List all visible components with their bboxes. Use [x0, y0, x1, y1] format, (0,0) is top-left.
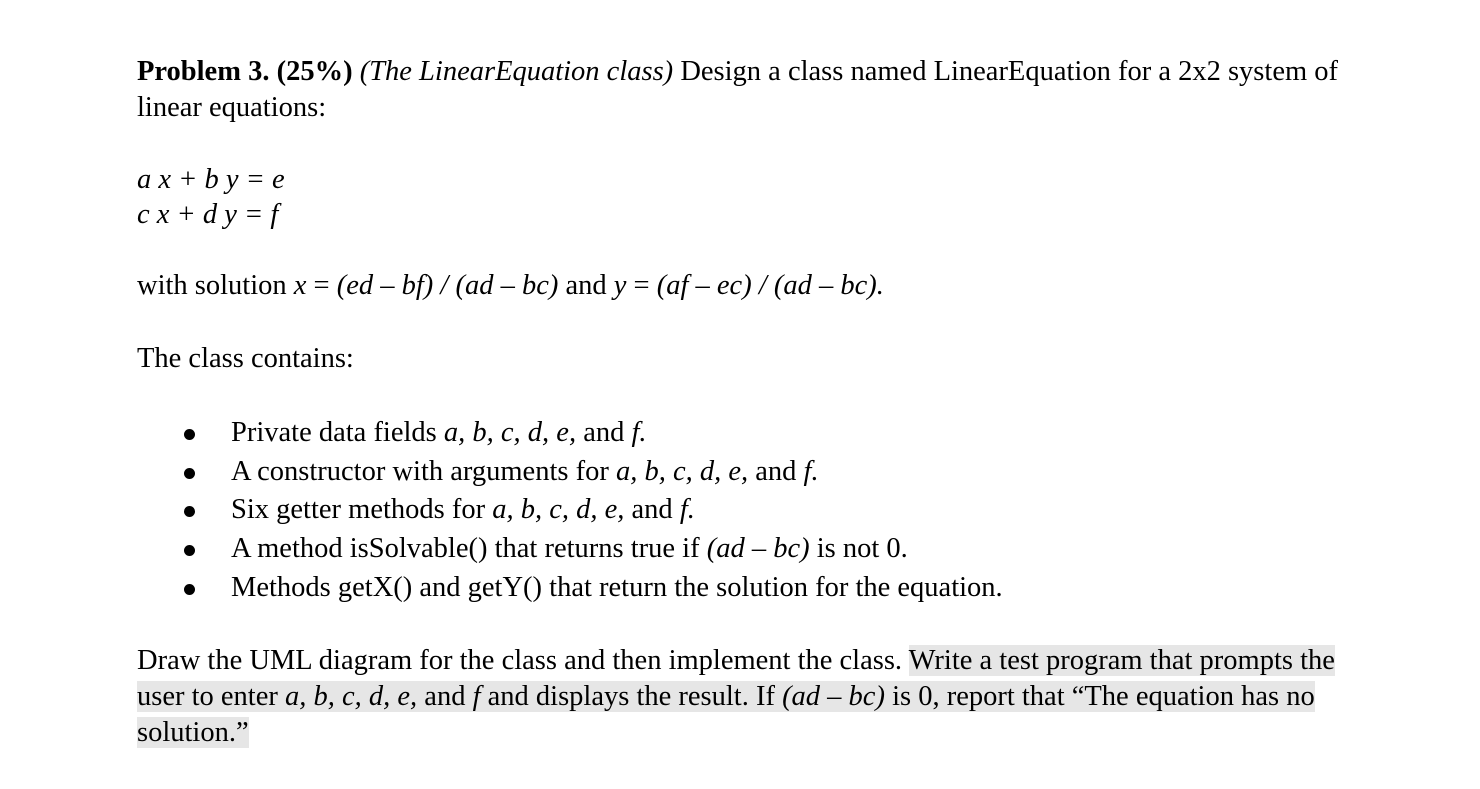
- bullet-dot-icon: [184, 468, 195, 479]
- solution-equals-2: =: [626, 270, 657, 301]
- equation-line-2: c x + d y = f: [137, 199, 279, 230]
- bullet-dot-icon: [184, 506, 195, 517]
- solution-prefix: with solution: [137, 270, 294, 301]
- bullet-vars: a, b, c, d, e,: [615, 455, 749, 487]
- bullet-vars: a, b, c, d, e,: [443, 417, 577, 448]
- bullet-dot-icon: [184, 429, 195, 440]
- bullet-dot-icon: [184, 584, 195, 595]
- bullet-last-var: f.: [803, 455, 819, 487]
- bullet-text: Private data fields: [231, 417, 444, 448]
- solution-line: [137, 268, 1367, 304]
- highlight-expr: (ad – bc): [782, 680, 885, 712]
- final-text: Draw the UML diagram for the class and then implement the class.: [137, 644, 909, 676]
- highlight-part-3: and displays the result. If: [480, 680, 783, 712]
- solution-y-expr: (af – ec) / (ad – bc).: [656, 270, 884, 301]
- highlight-var-f: f: [472, 680, 481, 712]
- bullet-text: Methods getX() and getY() that return the solution for the equation.: [231, 571, 1003, 603]
- solution-x-var: x: [293, 270, 307, 301]
- bullet-text: Six getter methods for: [231, 494, 493, 526]
- contains-heading: The class contains:: [137, 343, 354, 374]
- bullet-vars: a, b, c, d, e,: [492, 494, 625, 526]
- solution-equals-1: =: [306, 270, 337, 301]
- bullet-text-post: is not 0.: [809, 533, 908, 565]
- equation-line-1: a x + b y = e: [137, 164, 285, 195]
- highlight-part-4: is 0, report that “The equation has no solution.”: [137, 680, 1315, 748]
- bullet-dot-icon: [184, 545, 195, 556]
- equation-system: [137, 162, 1367, 232]
- bullet-text-post: and: [748, 455, 804, 487]
- bullet-text-post: and: [624, 494, 680, 526]
- bullet-item: [137, 530, 1367, 569]
- bullet-item: [137, 491, 1367, 530]
- bullet-item: [137, 414, 1367, 453]
- solution-y-var: y: [613, 270, 627, 301]
- solution-and: and: [558, 270, 614, 301]
- highlight-part-2: and: [417, 680, 473, 712]
- bullet-item: [137, 453, 1367, 492]
- document-page: [137, 54, 1367, 751]
- bullet-text: A method isSolvable() that returns true if: [231, 533, 707, 565]
- bullet-item: [137, 569, 1367, 608]
- bullet-text: A constructor with arguments for: [231, 455, 616, 487]
- bullet-expr: (ad – bc): [706, 533, 810, 565]
- bullet-list: [137, 414, 1367, 608]
- bullet-last-var: f.: [679, 494, 695, 526]
- highlight-vars: a, b, c, d, e,: [284, 680, 418, 712]
- class-reference: (The LinearEquation class): [359, 56, 674, 87]
- intro-text: Design a class named LinearEquation for a 2x2 system of linear equations:: [137, 56, 1338, 123]
- highlight-part-1: Write a test program that prompts the user to enter: [137, 644, 1335, 712]
- bullet-last-var: f.: [631, 417, 647, 448]
- problem-title: Problem 3. (25%): [137, 56, 353, 87]
- problem-intro: [137, 54, 1367, 126]
- bullet-text-post: and: [576, 417, 632, 448]
- solution-x-expr: (ed – bf) / (ad – bc): [336, 270, 559, 301]
- final-paragraph: [137, 643, 1367, 751]
